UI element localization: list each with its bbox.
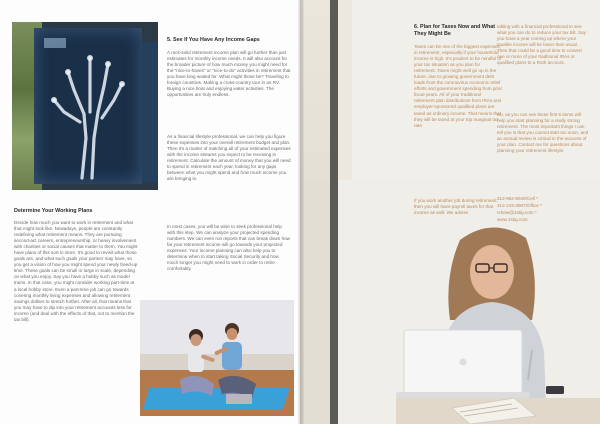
- couple-yoga-mat-photo: [140, 300, 294, 416]
- income-gaps-paragraph-2: As a financial lifestyle professional, we can help you figure these expenses into your overall retirement budget and plan. Then it's a matter of matching all of your estimated expenses with the income streams you expect to be receiving in retirement. Calculate the amount of money that you will need to spend in retirement each year, looking for any gaps between what you might spend and how much income you are bringing in.: [167, 134, 291, 182]
- contact-email-link[interactable]: rchew@1stig.com *: [497, 210, 537, 215]
- income-gaps-paragraph-1: A rock-solid retirement income plan will go further than just estimates for monthly income needs. It will also account for the broader picture of how much money you might need for the "nice-to-haves" or "nice-to-do" activities in retirement that you have long waited for. What might those be? Traveling to foreign countries. Making a cross-country tour in an RV. Buying a nice boat and enjoying water activities. The opportunities are truly endless.: [167, 50, 291, 98]
- working-plans-paragraph: Decide how much you want to work in retirement and what that might look like. Nowadays, people are constantly redefining what retirement means. They are pursuing second-act careers, entrepreneurship, or heavy involvement with charities or social causes that matter to them. You might have plans of this sort in store. It's good to revisit what those goals are, and what such goals your partner may have, so you get a vision of how you might spend your newly freed-up time. These goals can be small or large in scale, depending on what you enjoy. Say you have a hobby such as model trains. In that case, you might consider working part-time at a local hobby store. Even a part-time job can go towards covering monthly living expenses and allowing retirement savings dollars to stretch further. After all, that means that you may have to dip into your retirement accounts less for income (and deal with the effects of that, not to mention the tax bill).: [14, 220, 138, 322]
- income-gaps-paragraph-3: In most cases, you will be wise to seek professional help with this step. We can analyze your projected spending numbers. We can even run reports that can break down how far your retirement income will go towards your projected expenses. Your income planning can also help you to determine when to start taking Social Security and how much longer you might need to work in order to retire comfortably.: [167, 224, 290, 272]
- working-plans-heading: Determine Your Working Plans: [14, 208, 93, 214]
- tax-advice-paragraph: talking with a financial professional to see what you can do to reduce your tax bill. Say you have a year coming up where your taxable income will be lower than usual. Then that could be a good time to convert one or more of your traditional IRAs or qualified plans to a Roth account.: [497, 24, 586, 66]
- income-gaps-heading: 5. See If You Have Any Income Gaps: [167, 37, 260, 43]
- page-gutter: [298, 0, 304, 424]
- xray-film-second: [142, 42, 158, 182]
- taxes-paragraph-1: Taxes can be one of the biggest expenses in retirement, especially if your household income is high. It's prudent to be mindful of your tax situation as you plan for retirement. Taxes might well go up in the future, due to growing government debt loads from the coronavirus economic relief efforts and government spending from prior fiscal years. All of your traditional retirement plan distributions from IRAs and employer-sponsored qualified plans are taxed as ordinary income. That means that they will be taxed at your top marginal tax rate.: [414, 44, 503, 128]
- contact-website-link[interactable]: www.1stig.com: [497, 217, 528, 222]
- taxes-heading: 6. Plan for Taxes Now and What They Might Be: [414, 24, 496, 37]
- hand-bones-graphic: [34, 28, 142, 184]
- hand-xray-photo: [12, 22, 158, 190]
- contact-phone-office[interactable]: 312-243-3907/Office *: [497, 203, 542, 208]
- taxes-paragraph-2: If you work another job during retirement, then you will have payroll taxes for that income as well. We advise: [414, 198, 498, 216]
- closing-paragraph: So, as you can see these first 6 items will help you start planning for a really strong retirement. The most important things I can tell you is that you cannot start too soon, and an annual review is critical to the success of your plan. Contact me for questions about planning your retirement lifestyle.: [497, 112, 589, 154]
- couple-figures: [140, 300, 294, 416]
- contact-phone-cell: 312-952-8040/Cell *: [497, 196, 538, 201]
